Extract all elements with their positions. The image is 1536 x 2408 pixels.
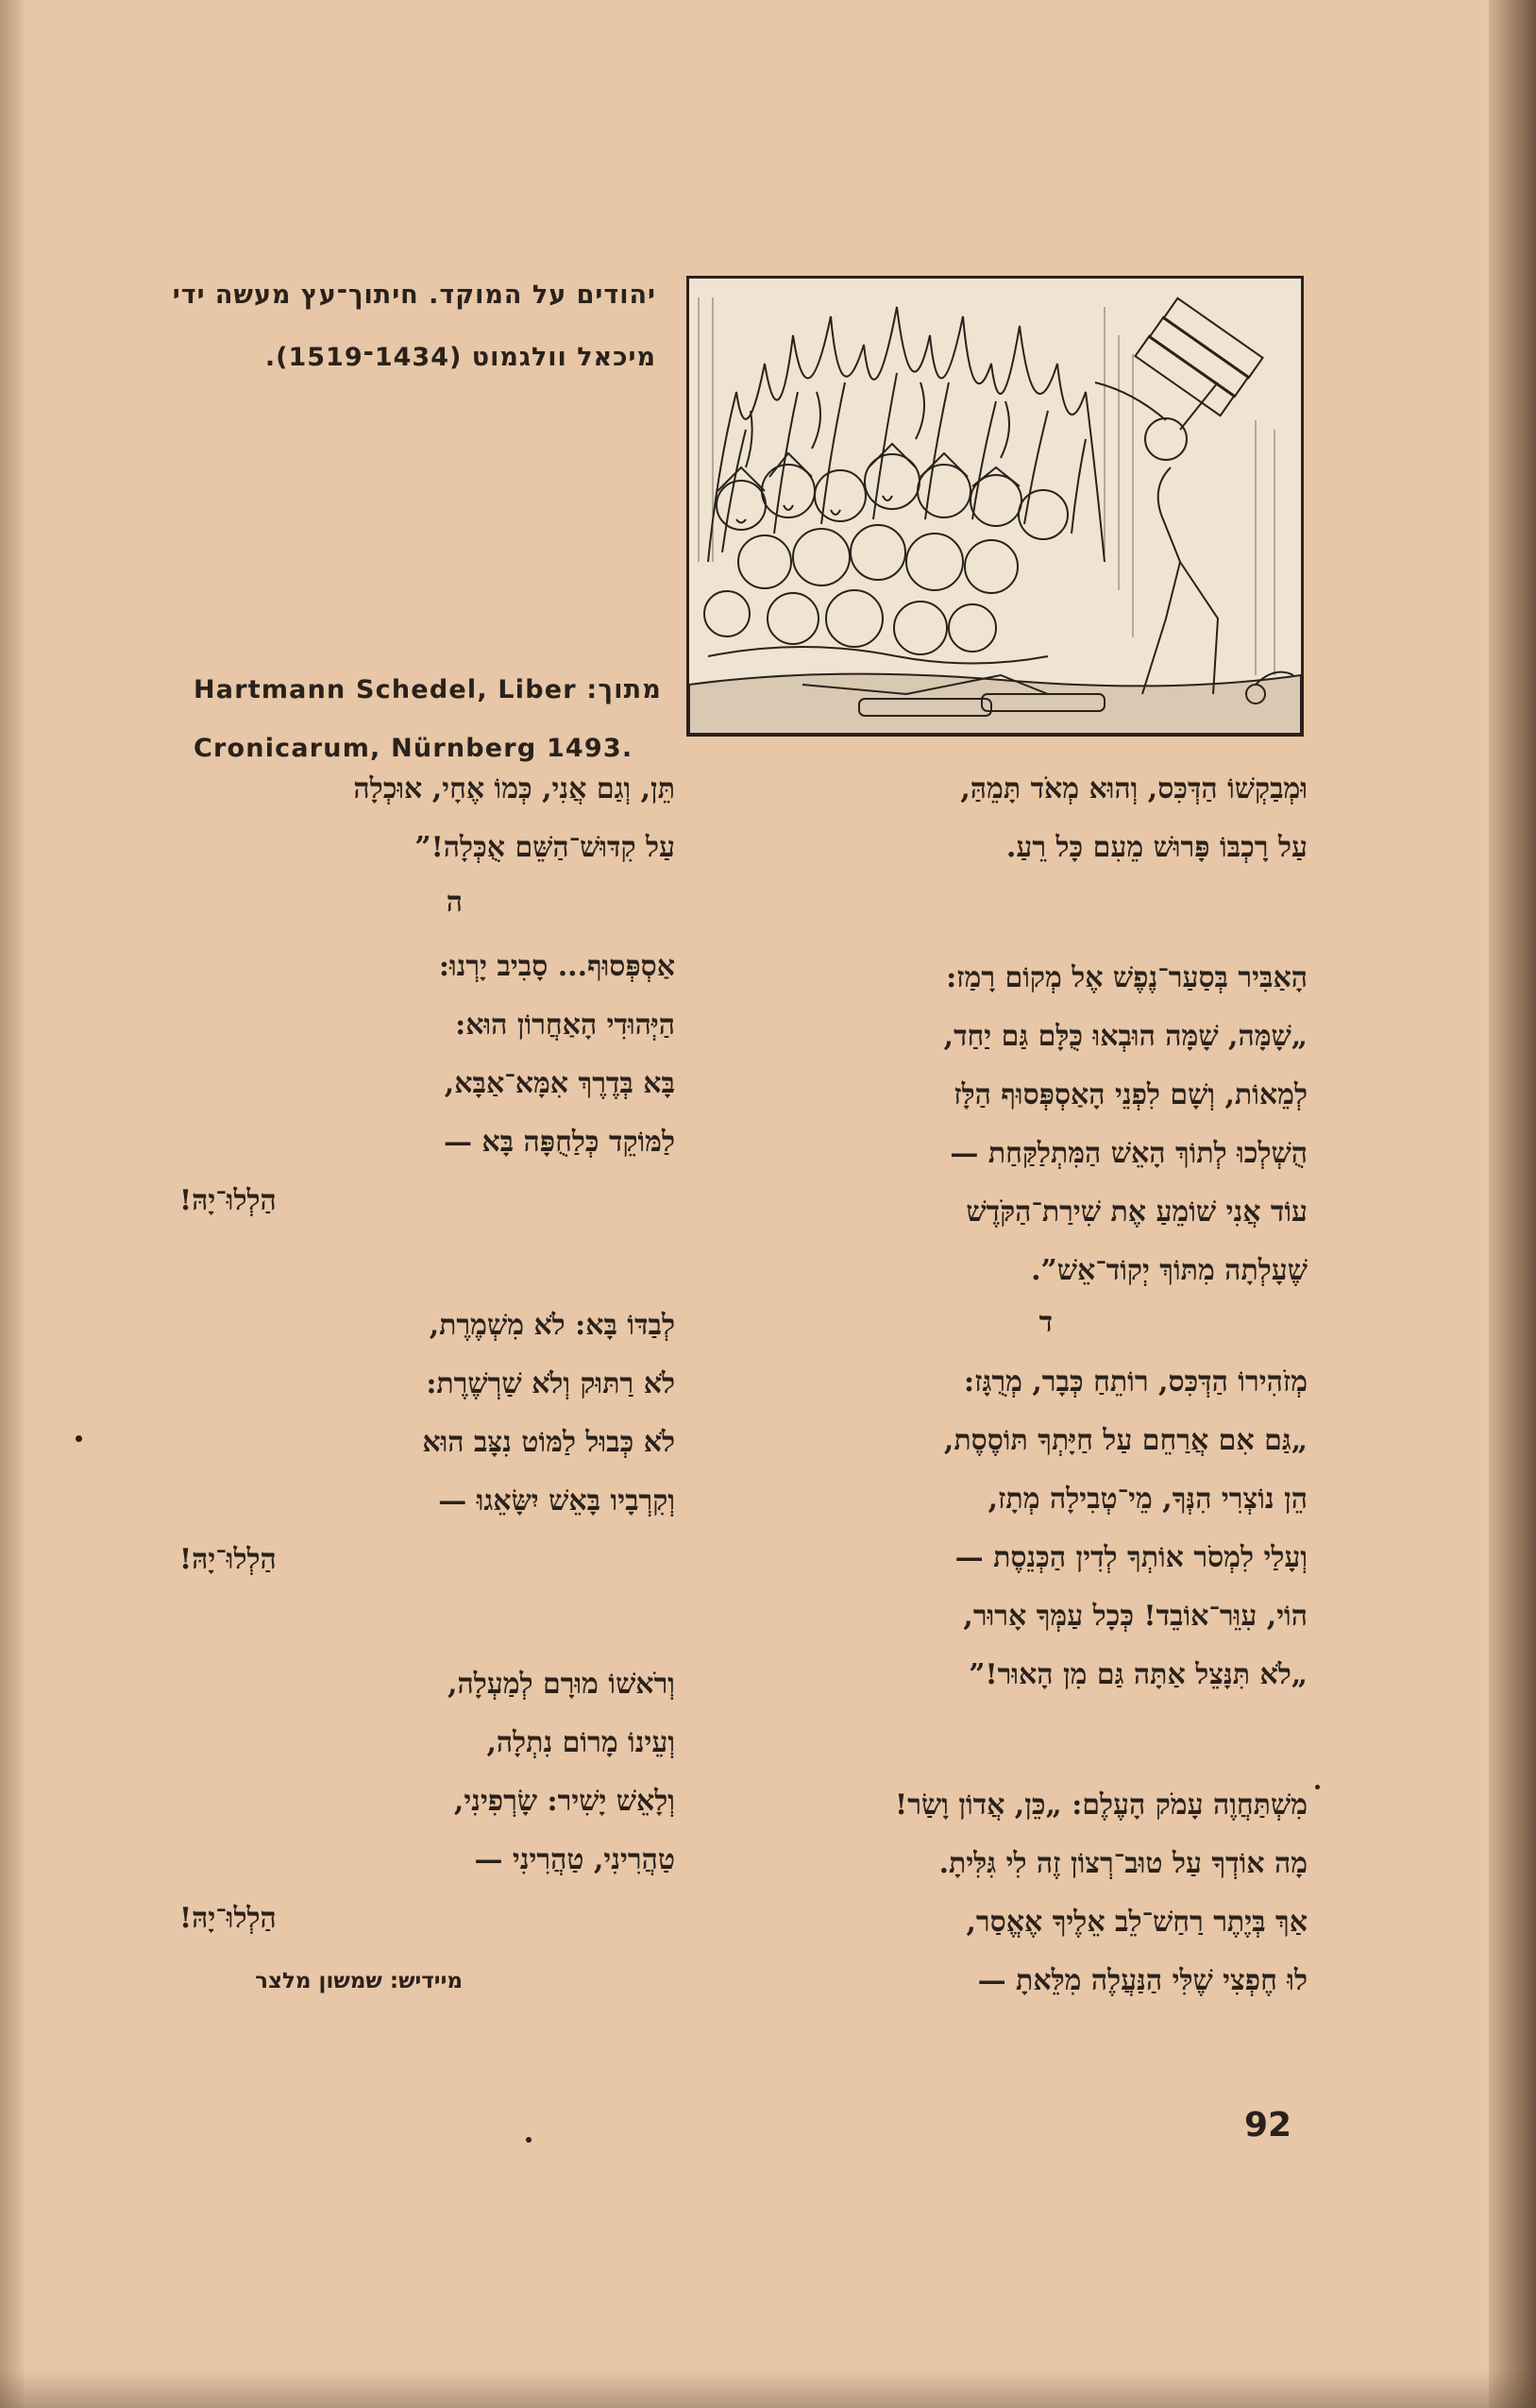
halleluyah-refrain: הַלְלוּ־יָהּ! (179, 1184, 277, 1217)
poem-line: אַךְ בְּיֶתֶר רַחַשׁ־לֵב אֵלֶיךָ אֶאֱסַר, (966, 1906, 1308, 1939)
page-bottom-shadow (0, 2370, 1536, 2408)
poem-line: אַסְפְּסוּף... סָבִיב יָרְנוּ: (438, 950, 675, 983)
caption-line-2: מיכאל וולגמוט (1434־1519). (264, 343, 656, 372)
poem-line: מְזֹהִירוֹ הַדְּכִּס, רוֹתֵחַ כְּבָר, מְרֻגָּז: (964, 1365, 1308, 1399)
poem-line: וְעֵינוֹ מָרוֹם נִתְלָה, (486, 1726, 675, 1759)
paper-speck (1315, 1785, 1320, 1789)
woodcut-drawing (689, 279, 1301, 734)
poem-line: עַל רָכְבּוֹ פָּרוּשׁ מֵעִם כָּל רֵעַ. (1005, 831, 1308, 864)
poem-line: הוֹי, עִוֵּר־אוֹבֵד! כְּכָל עַמְּךָ אָרוּר, (963, 1600, 1308, 1633)
woodcut-illustration (686, 276, 1304, 737)
halleluyah-refrain: הַלְלוּ־יָהּ! (179, 1543, 277, 1576)
poem-line: תֵּן, וְגַם אֲנִי, כְּמוֹ אֶחָי, אוּכְלָה (353, 772, 675, 805)
poem-line: לְמֵאוֹת, וְשָׁם לִפְנֵי הָאַסְפְּסוּף הַלָּז (954, 1078, 1308, 1111)
poem-line: הֻשְׁלְכוּ לְתוֹךְ הָאֵשׁ הַמִּתְלַקַּחַת — (950, 1137, 1308, 1170)
poem-line: וְלָאֵשׁ יָשִׁיר: שָׂרְפִינִי, (453, 1785, 675, 1818)
poem-line: הָאַבִּיר בְּסַעַר־נֶפֶשׁ אֶל מְקוֹם רָמַז: (946, 961, 1308, 994)
illustration-source (194, 661, 663, 778)
source-prefix: מתוך: (586, 675, 663, 704)
poem-line: הַיְּהוּדִי הָאַחֲרוֹן הוּא: (455, 1009, 675, 1042)
paper-speck (526, 2137, 532, 2143)
paper-speck (76, 1435, 82, 1442)
poem-line: שֶׁעָלְתָה מִתּוֹךְ יְקוֹד־אֵשׁ”. (1031, 1254, 1308, 1287)
page-number: 92 (1244, 2106, 1292, 2145)
source-line-1 (194, 661, 663, 720)
poem-line: מִשְׁתַּחֲוֶה עָמֹק הָעֶלֶם: „כֵּן, אֲדוֹן וָשַׂר! (895, 1789, 1308, 1822)
poem-line: עוֹד אֲנִי שׁוֹמֵעַ אֶת שִׁירַת־הַקֹּדֶשׁ (966, 1196, 1308, 1229)
page-left-edge (0, 0, 25, 2408)
poem-line: לְבַדּוֹ בָּא: לֹא מִשְׁמֶרֶת, (429, 1309, 675, 1342)
translator-credit: מיידיש: שמשון מלצר (255, 1969, 463, 1993)
poem-line: לֹא רַתּוּק וְלֹא שַׁרְשֶׁרֶת: (426, 1367, 675, 1400)
caption-line-1: יהודים על המוקד. חיתוך־עץ מעשה ידי (172, 280, 656, 310)
illustration-caption (156, 264, 656, 389)
poem-line: לַמּוֹקֵד כְּלַחֻפָּה בָּא — (443, 1126, 675, 1159)
poem-line: „גַּם אִם אֲרַחֵם עַל חַיָּתְךָ תּוֹסֶסֶת, (943, 1424, 1308, 1457)
poem-line: „שָׁמָּה, שָׁמָּה הוּבְאוּ כֻּלָּם גַּם יַחַד, (943, 1020, 1308, 1053)
poem-line: לֹא כְּבוּל לַמּוֹט נִצָּב הוּא (422, 1426, 675, 1459)
page-gutter-shadow (1489, 0, 1536, 2408)
poem-line: מָה אוֹדְךָ עַל טוּב־רְצוֹן זֶה לִי גִּלִּיתָ. (938, 1847, 1308, 1880)
poem-line: הֵן נוֹצְרִי הִנְּךָ, מֵי־טְבִילָה מְתָז, (987, 1483, 1308, 1516)
source-title-1: Hartmann Schedel, Liber (194, 675, 577, 704)
poem-line: „לֹא תִּנָּצֵל אַתָּה גַּם מִן הָאוּר!” (969, 1658, 1308, 1691)
source-line-2: Cronicarum, Nürnberg 1493. (194, 734, 633, 763)
poem-line: לוּ חֶפְצִי שֶׁלִּי הַנַּעֲלֶה מִלֵּאתָ — (977, 1964, 1308, 1997)
poem-line: וְקִרְבָיו בָּאֵשׁ יִשָּׂאֵגוּ — (438, 1484, 675, 1518)
poem-line: טַהֲרִינִי, טַהֲרִינִי — (474, 1843, 675, 1876)
halleluyah-refrain: הַלְלוּ־יָהּ! (179, 1902, 277, 1935)
stanza-letter-dalet: ד (1038, 1306, 1053, 1339)
poem-line: וְרֹאשׁוֹ מוּרָם לְמַעְלָה, (447, 1668, 675, 1701)
stanza-letter-he: ה (446, 886, 463, 919)
poem-line: בָּא בְּדֶרֶךְ אִמָּא־אַבָּא, (444, 1067, 675, 1100)
poem-line: וְעָלַי לִמְסֹר אוֹתְךָ לְדִין הַכְּנֵסֶת — (954, 1541, 1308, 1574)
poem-line: עַל קִדּוּשׁ־הַשֵּׁם אֻכְּלָה!” (414, 831, 675, 864)
poem-line: וּמְבַקְשׁוֹ הַדְּכִּס, וְהוּא מְאֹד תָּמֵהַּ, (960, 772, 1308, 805)
